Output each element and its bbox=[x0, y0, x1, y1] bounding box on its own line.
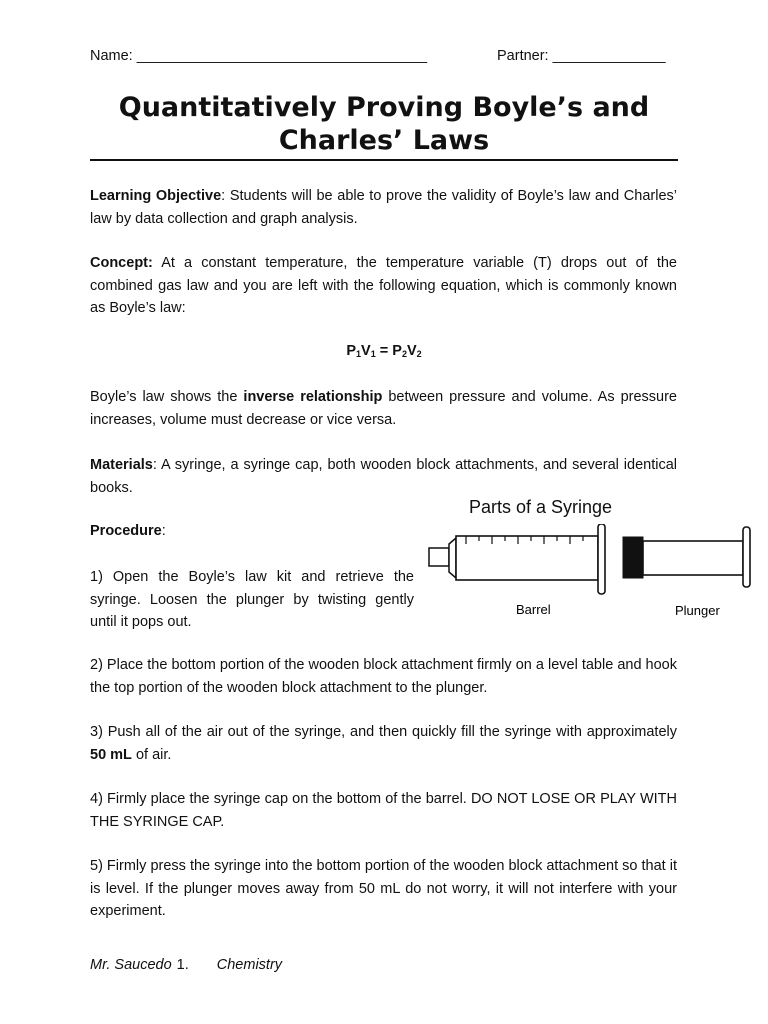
procedure-step-3 bbox=[90, 721, 677, 766]
eq-sub-2: 1 bbox=[370, 349, 376, 359]
eq-p1: P bbox=[346, 343, 357, 359]
plunger-rod bbox=[643, 541, 743, 575]
step3-bold: 50 mL bbox=[90, 746, 132, 763]
barrel-label: Barrel bbox=[516, 602, 551, 617]
title-line-2: Charles’ Laws bbox=[278, 125, 490, 156]
syringe-diagram bbox=[424, 524, 754, 624]
footer-page-number: 1. bbox=[176, 957, 189, 973]
plunger-thumb-press bbox=[743, 527, 750, 587]
procedure-colon: : bbox=[161, 523, 166, 539]
boyles-law-equation bbox=[90, 343, 678, 359]
partner-field bbox=[497, 48, 666, 64]
procedure-step-1: 1) Open the Boyle’s law kit and retrieve the syringe. Loosen the plunger by twisting gently until it pops out. bbox=[90, 569, 414, 630]
figure-title: Parts of a Syringe bbox=[469, 497, 613, 517]
title-divider bbox=[90, 159, 678, 161]
partner-blank: ______________ bbox=[552, 48, 666, 64]
eq-sub-4: 2 bbox=[416, 349, 422, 359]
eq-p2: P bbox=[392, 343, 402, 359]
nozzle-taper bbox=[449, 538, 456, 578]
plunger-label: Plunger bbox=[675, 603, 720, 618]
materials-text: : A syringe, a syringe cap, both wooden block attachments, and several identical books. bbox=[90, 457, 677, 496]
partner-label: Partner: bbox=[497, 48, 549, 64]
page-footer bbox=[90, 957, 282, 973]
materials-label: Materials bbox=[90, 457, 153, 473]
eq-v1: V bbox=[361, 343, 371, 359]
eq-equals: = bbox=[375, 343, 393, 359]
learning-objective bbox=[90, 185, 677, 230]
procedure-label: Procedure bbox=[90, 523, 162, 539]
name-partner-row bbox=[90, 48, 678, 64]
footer-subject: Chemistry bbox=[216, 957, 283, 973]
objective-text: : Students will be able to prove the validity of Boyle’s law and Charles’ law by data collection and graph analysis. bbox=[90, 188, 677, 227]
plunger-tip bbox=[623, 537, 643, 578]
name-blank: ____________________________________ bbox=[136, 48, 428, 64]
inverse-relationship-paragraph bbox=[90, 386, 677, 431]
materials-paragraph bbox=[90, 454, 677, 499]
eq-sub-3: 2 bbox=[401, 349, 407, 359]
procedure-step-2: 2) Place the bottom portion of the wooden block attachment firmly on a level table and hook the top portion of the wooden block attachment to the plunger. bbox=[90, 657, 677, 696]
eq-sub-1: 1 bbox=[356, 349, 362, 359]
step3-post: of air. bbox=[131, 746, 172, 763]
eq-v2: V bbox=[406, 343, 417, 359]
name-label: Name: bbox=[90, 48, 133, 64]
nozzle-shape bbox=[429, 548, 449, 566]
boyle-pre: Boyle’s law shows the bbox=[90, 389, 244, 405]
boyle-post: between pressure and volume. As pressure increases, volume must decrease or vice versa. bbox=[90, 389, 677, 428]
concept-text: At a constant temperature, the temperature variable (T) drops out of the combined gas law and you are left with the following equation, which is commonly known as Boyle’s law: bbox=[90, 255, 677, 316]
barrel-flange bbox=[598, 524, 605, 594]
boyle-bold: inverse relationship bbox=[243, 389, 383, 405]
barrel-body bbox=[456, 536, 598, 580]
concept-label: Concept: bbox=[90, 255, 153, 271]
footer-teacher: Mr. Saucedo bbox=[90, 957, 172, 973]
procedure-step-4: 4) Firmly place the syringe cap on the bottom of the barrel. DO NOT LOSE OR PLAY WITH THE SYRINGE CAP. bbox=[90, 791, 677, 830]
objective-label: Learning Objective bbox=[90, 188, 222, 204]
procedure-step-5: 5) Firmly press the syringe into the bottom portion of the wooden block attachment so that it is level. If the plunger moves away from 50 mL do not worry, it will not interfere with your experiment. bbox=[90, 858, 677, 919]
page-title bbox=[90, 91, 678, 157]
step3-pre: 3) Push all of the air out of the syringe, and then quickly fill the syringe with approximately bbox=[90, 724, 677, 740]
concept-paragraph bbox=[90, 252, 677, 320]
title-line-1: Quantitatively Proving Boyle’s and bbox=[118, 92, 650, 123]
